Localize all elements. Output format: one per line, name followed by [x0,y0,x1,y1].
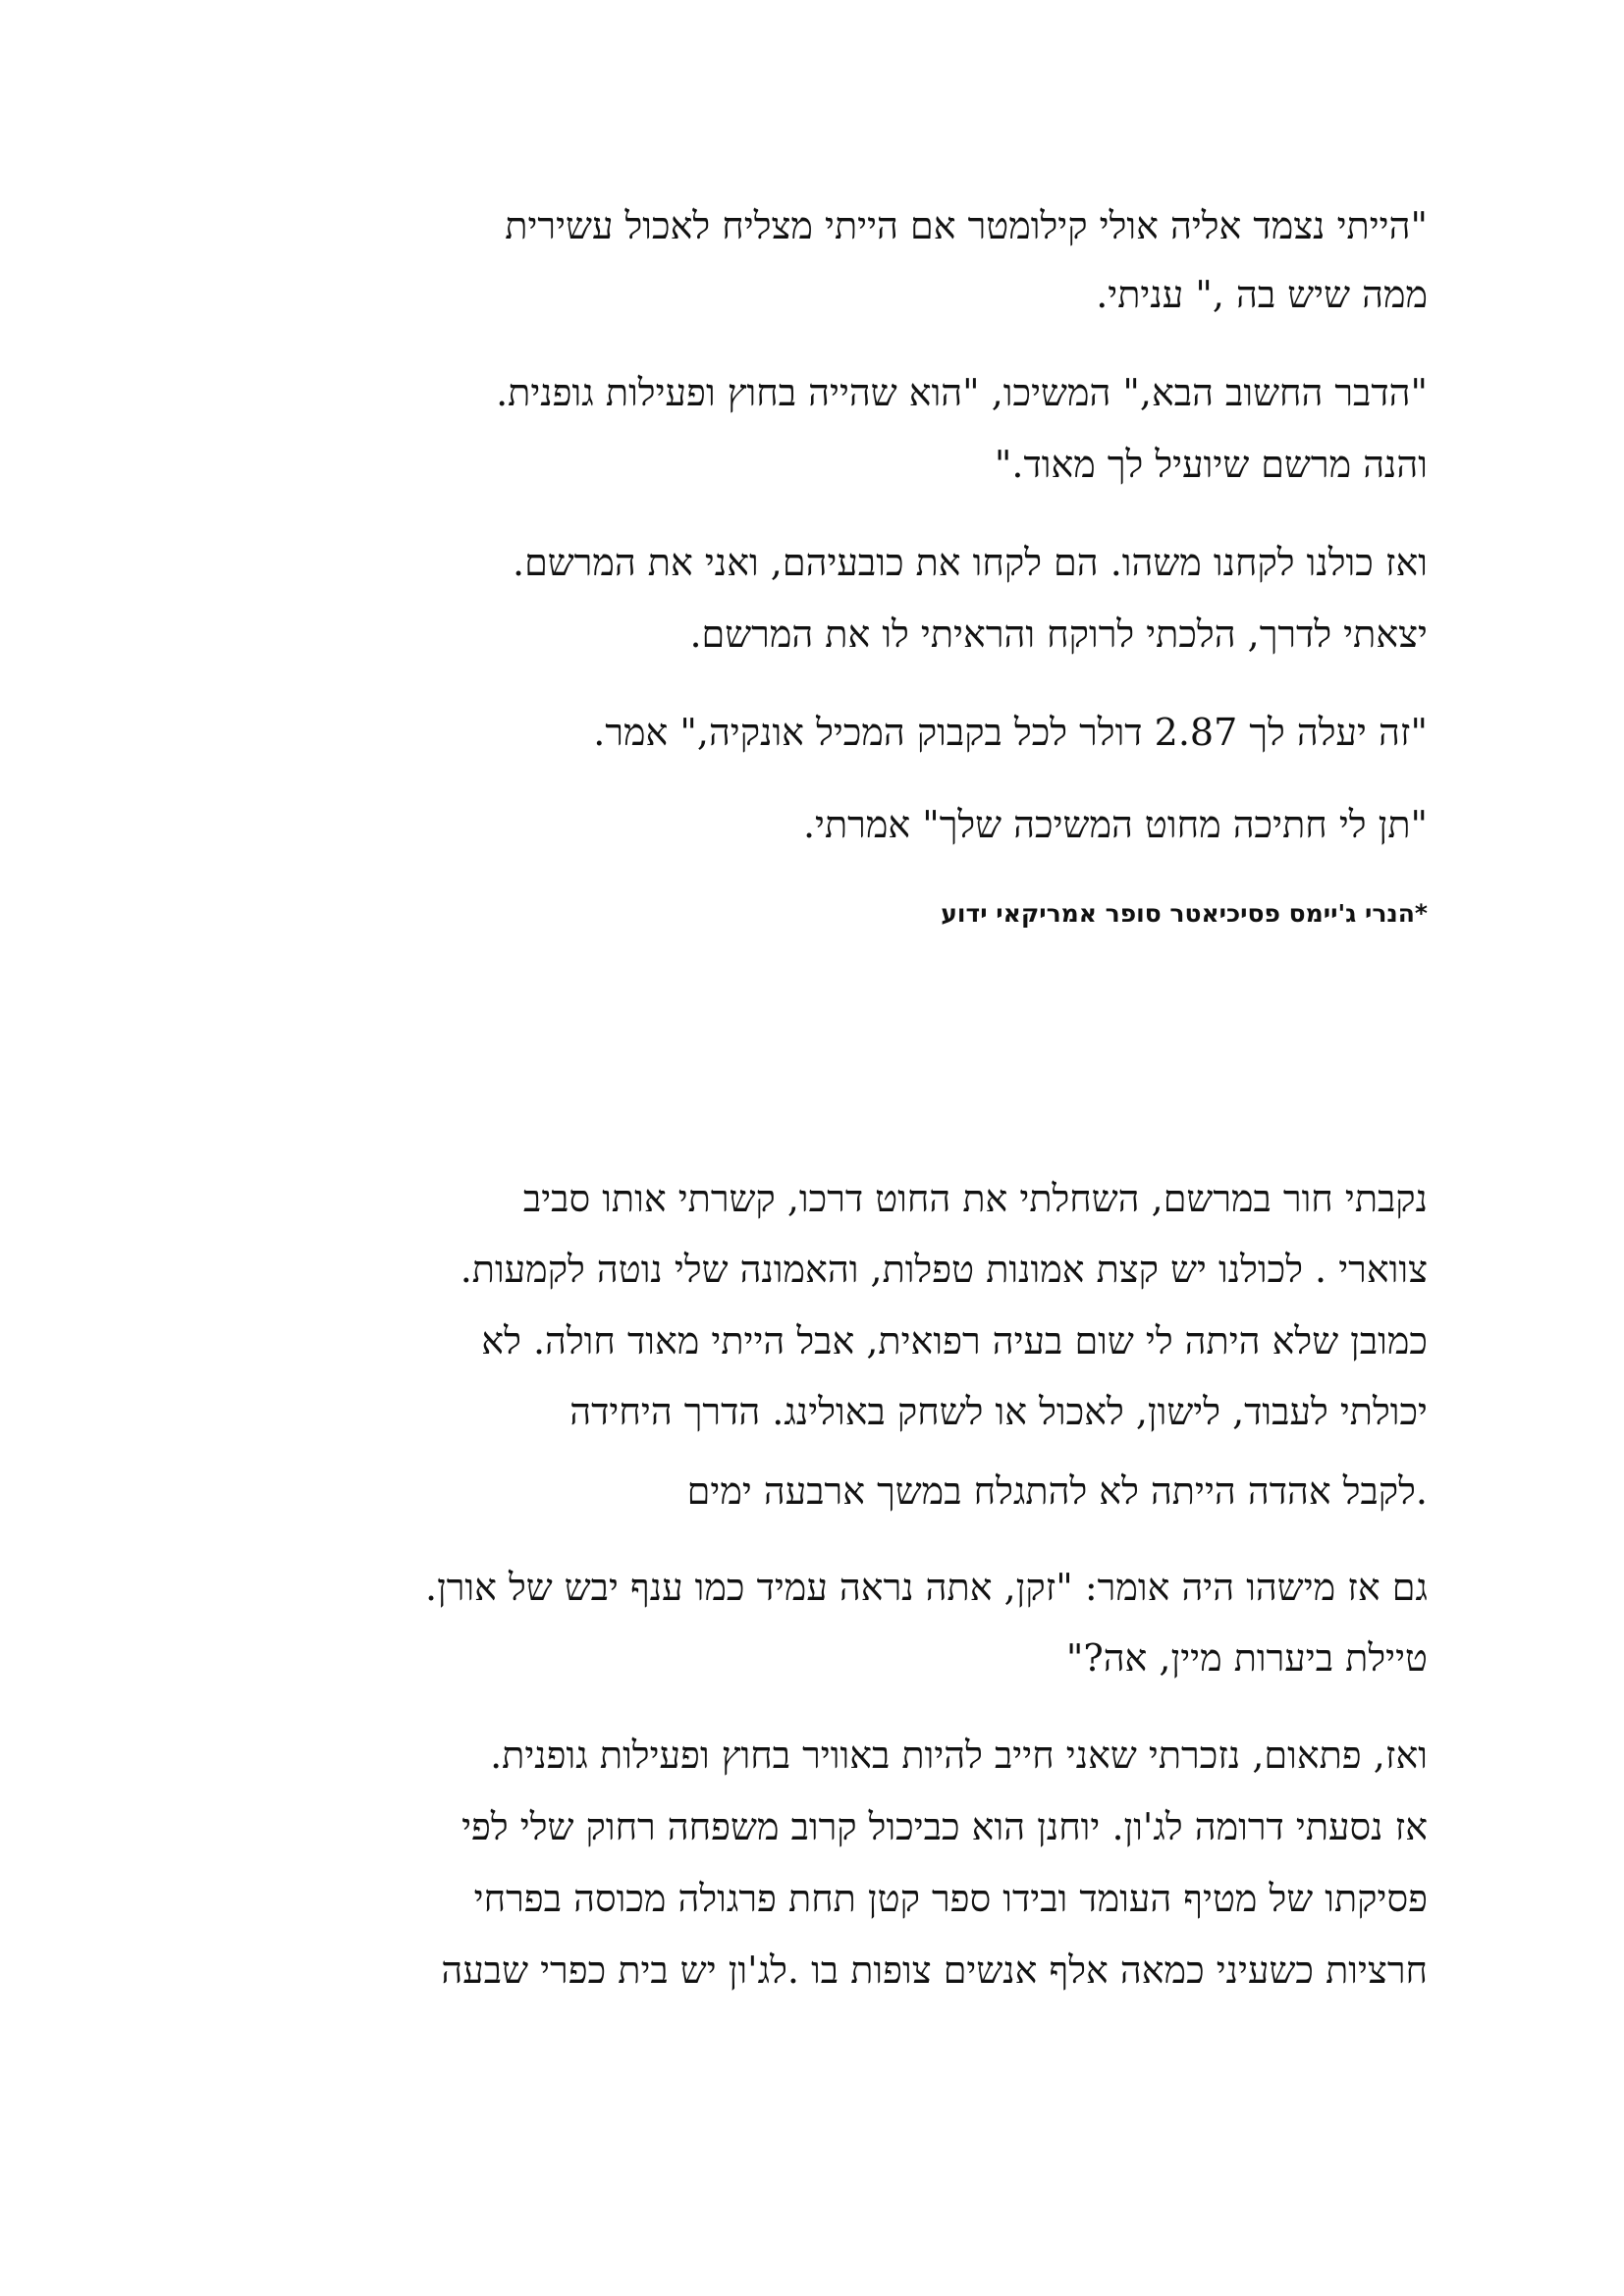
paragraph-6-line-2: צווארי . לכולנו יש קצת אמונות טפלות, והאמונה שלי נוטה לקמעות. [460,1248,1428,1291]
paragraph-6-line-3: כמובן שלא היתה לי שום בעיה רפואית, אבל הייתי מאוד חולה. לא [481,1319,1428,1362]
paragraph-7-line-1: גם אז מישהו היה אומר: "זקן, אתה נראה עמיד כמו ענף יבש של אורן. [424,1566,1428,1609]
paragraph-6-line-1: נקבתי חור במרשם, השחלתי את החוט דרכו, קשרתי אותו סביב [522,1177,1428,1220]
paragraph-4-line-1: "זה יעלה לך 2.87 דולר לכל בקבוק המכיל אונקיה," אמר. [593,711,1428,754]
paragraph-8-line-1: ואז, פתאום, נזכרתי שאני חייב להיות באוויר בחוץ ופעילות גופנית. [490,1734,1428,1777]
paragraph-3-line-2: יצאתי לדרך, הלכתי לרוקח והראיתי לו את המרשם. [689,613,1428,656]
paragraph-7-line-2: טיילת ביערות מיין, אה?" [1065,1636,1428,1680]
paragraph-8-line-3: פסיקתו של מטיף העומד ובידו ספר קטן תחת פרגולה מכוסה בפרחי [473,1877,1428,1920]
paragraph-3-line-1: ואז כולנו לקחנו משהו. הם לקחו את כובעיהם, ואני את המרשם. [512,541,1428,584]
paragraph-6-line-5: .לקבל אהדה הייתה לא להתגלח במשך ארבעה ימים [686,1469,1428,1513]
paragraph-2-line-1: "הדבר החשוב הבא," המשיכו, "הוא שהייה בחוץ ופעילות גופנית. [496,371,1428,414]
paragraph-8-line-2: אז נסעתי דרומה לג'ון. יוחנן הוא כביכול קרוב משפחה רחוק שלי לפי [461,1805,1428,1848]
paragraph-6-line-4: יכולתי לעבוד, לישון, לאכול או לשחק באולינג. הדרך היחידה [569,1390,1428,1433]
paragraph-1-line-1: "הייתי נצמד אליה אולי קילומטר אם הייתי מצליח לאכול עשירית [505,204,1428,247]
paragraph-2-line-2: והנה מרשם שיועיל לך מאוד." [994,443,1428,486]
paragraph-5-line-1: "תן לי חתיכה מחוט המשיכה שלך" אמרתי. [802,803,1428,846]
footnote: *הנרי ג'יימס פסיכיאטר סופר אמריקאי ידוע [941,899,1428,928]
paragraph-8-line-4: חרציות כשעיני כמאה אלף אנשים צופות בו .לג'ון יש בית כפרי שבעה [441,1949,1428,1992]
paragraph-1-line-2: ממה שיש בה ," עניתי. [1096,273,1428,316]
